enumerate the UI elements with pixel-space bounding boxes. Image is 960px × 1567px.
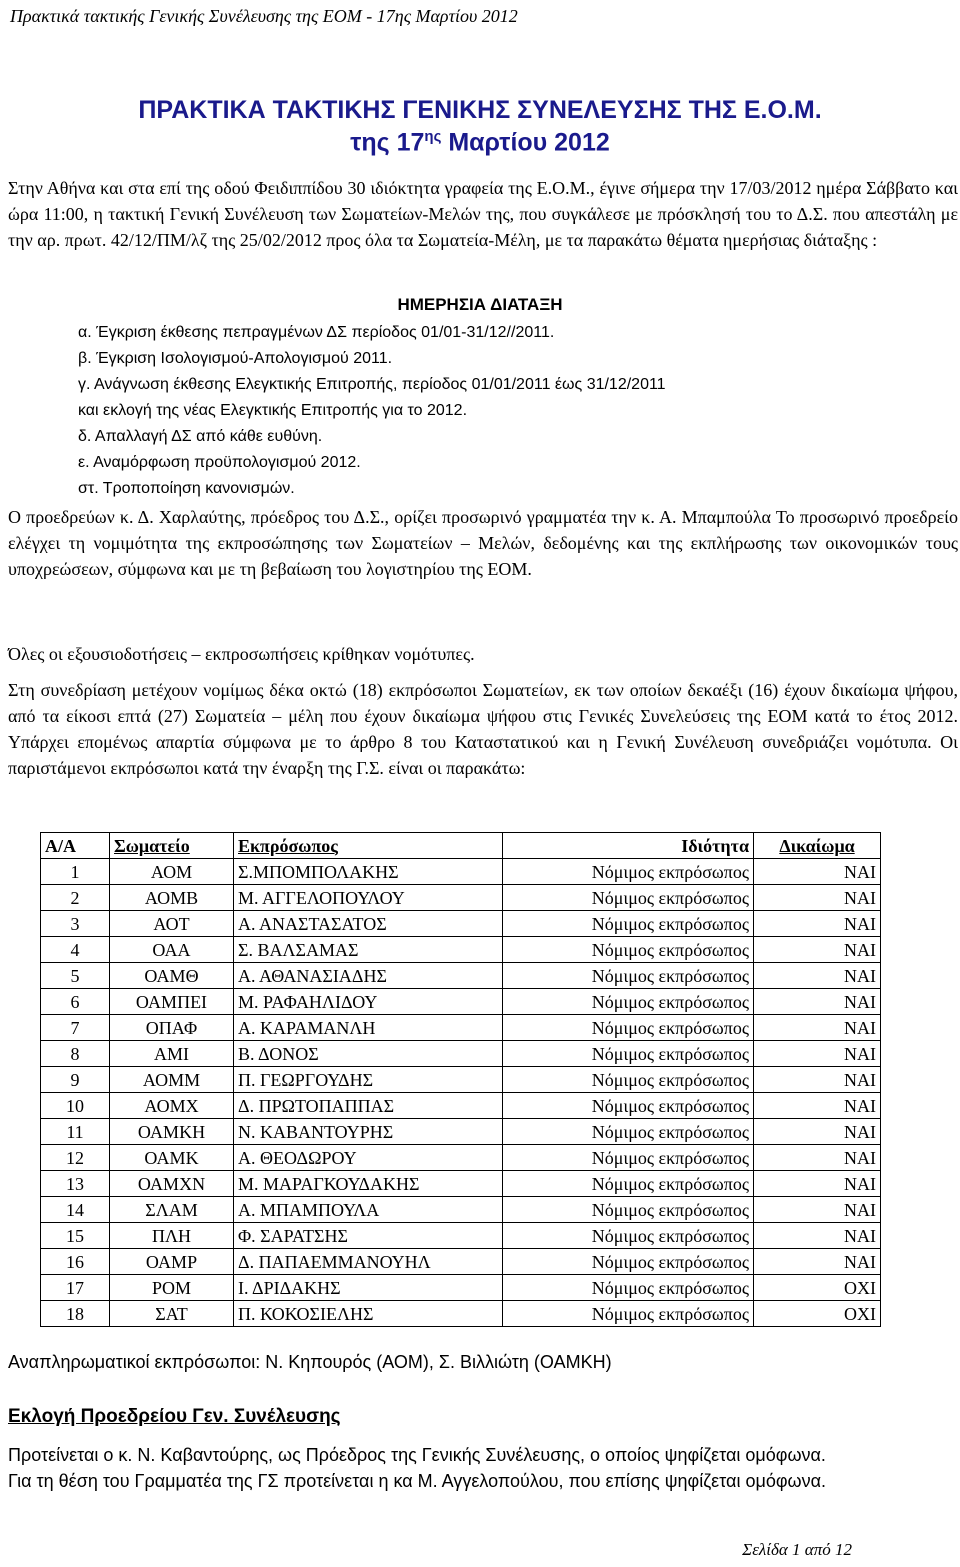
table-cell: Νόμιμος εκπρόσωπος [503, 1067, 754, 1093]
table-cell: Μ. ΡΑΦΑΗΛΙΔΟΥ [234, 989, 503, 1015]
table-cell: 5 [41, 963, 110, 989]
table-row [41, 885, 881, 911]
table-cell: Α. ΑΘΑΝΑΣΙΑΔΗΣ [234, 963, 503, 989]
table-cell: 4 [41, 937, 110, 963]
table-cell: ΑΟΤ [110, 911, 234, 937]
table-cell: ΣΑΤ [110, 1301, 234, 1327]
title-date-month: Μαρτίου 2012 [441, 128, 610, 157]
page-header: Πρακτικά τακτικής Γενικής Συνέλευσης της ΕΟΜ - 17ης Μαρτίου 2012 [10, 6, 518, 26]
table-cell: ΟΧΙ [754, 1301, 881, 1327]
table-cell: Α. ΜΠΑΜΠΟΥΛΑ [234, 1197, 503, 1223]
table-cell: Νόμιμος εκπρόσωπος [503, 885, 754, 911]
table-cell: ΑΟΜ [110, 859, 234, 885]
table-cell: Β. ΔΟΝΟΣ [234, 1041, 503, 1067]
table-cell: 13 [41, 1171, 110, 1197]
table-cell: ΟΑΜΡ [110, 1249, 234, 1275]
table-cell: 14 [41, 1197, 110, 1223]
table-cell: Α. ΑΝΑΣΤΑΣΑΤΟΣ [234, 911, 503, 937]
table-cell: 9 [41, 1067, 110, 1093]
authorizations-paragraph: Όλες οι εξουσιοδοτήσεις – εκπροσωπήσεις κρίθηκαν νομότυπες. [8, 644, 475, 664]
column-header: Ιδιότητα [503, 833, 754, 859]
table-cell: 7 [41, 1015, 110, 1041]
table-body [41, 859, 881, 1327]
table-cell: 17 [41, 1275, 110, 1301]
column-header: Δικαίωμα [754, 833, 881, 859]
table-row [41, 1145, 881, 1171]
table-cell: ΝΑΙ [754, 1015, 881, 1041]
table-cell: Νόμιμος εκπρόσωπος [503, 1249, 754, 1275]
table-row [41, 1015, 881, 1041]
table-cell: ΑΟΜΧ [110, 1093, 234, 1119]
table-row [41, 1223, 881, 1249]
table-cell: ΟΑΜΚΗ [110, 1119, 234, 1145]
table-cell: Νόμιμος εκπρόσωπος [503, 1171, 754, 1197]
table-cell: Φ. ΣΑΡΑΤΣΗΣ [234, 1223, 503, 1249]
table-row [41, 1171, 881, 1197]
table-row [41, 1197, 881, 1223]
table-cell: ΟΑΜΠΕΙ [110, 989, 234, 1015]
table-row [41, 937, 881, 963]
table-cell: Νόμιμος εκπρόσωπος [503, 1093, 754, 1119]
table-cell: 11 [41, 1119, 110, 1145]
table-cell: 10 [41, 1093, 110, 1119]
table-cell: Νόμιμος εκπρόσωπος [503, 1015, 754, 1041]
table-cell: ΝΑΙ [754, 859, 881, 885]
table-cell: Νόμιμος εκπρόσωπος [503, 1145, 754, 1171]
table-cell: ΟΑΜΚ [110, 1145, 234, 1171]
table-cell: Μ. ΜΑΡΑΓΚΟΥΔΑΚΗΣ [234, 1171, 503, 1197]
table-cell: 16 [41, 1249, 110, 1275]
agenda-item: α. Έγκριση έκθεσης πεπραγμένων ΔΣ περίοδος 01/01-31/12//2011. [78, 324, 555, 341]
table-cell: Νόμιμος εκπρόσωπος [503, 859, 754, 885]
table-cell: ΝΑΙ [754, 1093, 881, 1119]
table-cell: 8 [41, 1041, 110, 1067]
table-cell: 6 [41, 989, 110, 1015]
table-cell: Νόμιμος εκπρόσωπος [503, 1275, 754, 1301]
table-cell: ΟΑΑ [110, 937, 234, 963]
table-cell: 3 [41, 911, 110, 937]
table-row [41, 1301, 881, 1327]
table-row [41, 1249, 881, 1275]
agenda-item: γ. Ανάγνωση έκθεσης Ελεγκτικής Επιτροπής, περίοδος 01/01/2011 έως 31/12/2011 [78, 376, 666, 393]
attendance-paragraph: Στη συνεδρίαση μετέχουν νομίμως δέκα οκτώ (18) εκπρόσωποι Σωματείων, εκ των οποίων δεκαέξι (16) έχουν δικαίωμα ψήφου, από τα είκοσι επτά (27) Σωματεία – μέλη που έχουν δικαίωμα ψήφου στις Γενικές Συνελεύσεις της ΕΟΜ κατά το έτος 2012. Υπάρχει επομένως απαρτία σύμφωνα με το άρθρο 8 του Καταστατικού και η Γενική Συνέλευση συνεδριάζει νομότυπα. Οι παριστάμενοι εκπρόσωποι κατά την έναρξη της Γ.Σ. είναι οι παρακάτω: [8, 680, 958, 778]
agenda-item: β. Έγκριση Ισολογισμού-Απολογισμού 2011. [78, 350, 393, 367]
table-cell: Δ. ΠΡΩΤΟΠΑΠΠΑΣ [234, 1093, 503, 1119]
column-header: Εκπρόσωπος [234, 833, 503, 859]
table-cell: Νόμιμος εκπρόσωπος [503, 963, 754, 989]
agenda-item: στ. Τροποποίηση κανονισμών. [78, 480, 295, 497]
section-heading: Εκλογή Προεδρείου Γεν. Συνέλευσης [8, 1406, 341, 1427]
table-cell: ΟΠΑΦ [110, 1015, 234, 1041]
page-footer: Σελίδα 1 από 12 [742, 1540, 852, 1559]
table-cell: ΝΑΙ [754, 911, 881, 937]
agenda-item: ε. Αναμόρφωση προϋπολογισμού 2012. [78, 454, 361, 471]
document-subtitle [0, 128, 960, 157]
table-cell: ΣΛΑΜ [110, 1197, 234, 1223]
table-cell: Νόμιμος εκπρόσωπος [503, 1301, 754, 1327]
table-cell: Σ.ΜΠΟΜΠΟΛΑΚΗΣ [234, 859, 503, 885]
table-cell: Σ. ΒΑΛΣΑΜΑΣ [234, 937, 503, 963]
substitutes-line: Αναπληρωματικοί εκπρόσωποι: Ν. Κηπουρός (ΑΟΜ), Σ. Βιλλιώτη (ΟΑΜΚΗ) [8, 1352, 612, 1372]
table-cell: ΝΑΙ [754, 1041, 881, 1067]
agenda-item: και εκλογή της νέας Ελεγκτικής Επιτροπής για το 2012. [78, 402, 468, 419]
table-cell: Νόμιμος εκπρόσωπος [503, 1041, 754, 1067]
table-cell: ΝΑΙ [754, 1249, 881, 1275]
table-cell: ΟΧΙ [754, 1275, 881, 1301]
table-row [41, 1093, 881, 1119]
table-cell: ΝΑΙ [754, 1197, 881, 1223]
table-cell: Ι. ΔΡΙΔΑΚΗΣ [234, 1275, 503, 1301]
table-cell: Δ. ΠΑΠΑΕΜΜΑΝΟΥΗΛ [234, 1249, 503, 1275]
table-cell: Α. ΘΕΟΔΩΡΟΥ [234, 1145, 503, 1171]
table-cell: Π. ΚΟΚΟΣΙΕΛΗΣ [234, 1301, 503, 1327]
table-cell: ΡΟΜ [110, 1275, 234, 1301]
column-header: Α/Α [41, 833, 110, 859]
agenda-item: δ. Απαλλαγή ΔΣ από κάθε ευθύνη. [78, 428, 323, 445]
agenda-list [78, 320, 948, 502]
table-cell: ΟΑΜΘ [110, 963, 234, 989]
table-cell: 1 [41, 859, 110, 885]
table-cell: ΝΑΙ [754, 1171, 881, 1197]
table-cell: Νόμιμος εκπρόσωπος [503, 937, 754, 963]
table-cell: ΝΑΙ [754, 937, 881, 963]
table-row [41, 1041, 881, 1067]
table-row [41, 1119, 881, 1145]
table-cell: ΝΑΙ [754, 885, 881, 911]
table-cell: Α. ΚΑΡΑΜΑΝΛΗ [234, 1015, 503, 1041]
table-cell: ΑΜΙ [110, 1041, 234, 1067]
closing-line: Για τη θέση του Γραμματέα της ΓΣ προτείνεται η κα Μ. Αγγελοπούλου, που επίσης ψηφίζεται ομόφωνα. [8, 1471, 826, 1491]
table-cell: Π. ΓΕΩΡΓΟΥΔΗΣ [234, 1067, 503, 1093]
table-row [41, 989, 881, 1015]
table-cell: Νόμιμος εκπρόσωπος [503, 1197, 754, 1223]
table-cell: ΝΑΙ [754, 963, 881, 989]
table-cell: Νόμιμος εκπρόσωπος [503, 989, 754, 1015]
table-cell: ΝΑΙ [754, 1119, 881, 1145]
column-header: Σωματείο [110, 833, 234, 859]
intro-paragraph: Στην Αθήνα και στα επί της οδού Φειδιππίδου 30 ιδιόκτητα γραφεία της Ε.Ο.Μ., έγινε σήμερα την 17/03/2012 ημέρα Σάββατο και ώρα 11:00, η τακτική Γενική Συνέλευση των Σωματείων-Μελών της, που συγκάλεσε με πρόσκλησή του το Δ.Σ. που απεστάλη με την αρ. πρωτ. 42/12/ΠΜ/λζ της 25/02/2012 προς όλα τα Σωματεία-Μέλη, με τα παρακάτω θέματα ημερήσιας διάταξης : [8, 178, 958, 250]
table-cell: 15 [41, 1223, 110, 1249]
table-cell: ΝΑΙ [754, 989, 881, 1015]
table-row [41, 1275, 881, 1301]
representatives-table [40, 832, 881, 1327]
presiding-paragraph: Ο προεδρεύων κ. Δ. Χαρλαύτης, πρόεδρος του Δ.Σ., ορίζει προσωρινό γραμματέα την κ. Α. Μπαμπούλα Το προσωρινό προεδρείο ελέγχει τη νομιμότητα της εκπροσώπησης των Σωματείων – Μελών, δεδομένης και της εκπλήρωσης των οικονομικών τους υποχρεώσεων, σύμφωνα και με τη βεβαίωση του λογιστηρίου της ΕΟΜ. [8, 507, 958, 579]
table-cell: 18 [41, 1301, 110, 1327]
table-cell: ΝΑΙ [754, 1145, 881, 1171]
closing-line: Προτείνεται ο κ. Ν. Καβαντούρης, ως Πρόεδρος της Γενικής Συνέλευσης, ο οποίος ψηφίζεται ομόφωνα. [8, 1445, 826, 1465]
table-cell: ΠΛΗ [110, 1223, 234, 1249]
table-row [41, 1067, 881, 1093]
table-cell: Ν. ΚΑΒΑΝΤΟΥΡΗΣ [234, 1119, 503, 1145]
table-cell: ΝΑΙ [754, 1067, 881, 1093]
table-cell: Νόμιμος εκπρόσωπος [503, 1119, 754, 1145]
table-row [41, 859, 881, 885]
table-cell: Νόμιμος εκπρόσωπος [503, 1223, 754, 1249]
table-cell: Μ. ΑΓΓΕΛΟΠΟΥΛΟΥ [234, 885, 503, 911]
table-cell: ΑΟΜΒ [110, 885, 234, 911]
agenda-heading: ΗΜΕΡΗΣΙΑ ΔΙΑΤΑΞΗ [397, 295, 563, 314]
table-header-row [41, 833, 881, 859]
title-date-prefix: της 17 [350, 128, 425, 157]
table-cell: ΑΟΜΜ [110, 1067, 234, 1093]
table-cell: 12 [41, 1145, 110, 1171]
title-date-suffix: ης [424, 128, 442, 145]
table-row [41, 911, 881, 937]
table-cell: ΟΑΜΧΝ [110, 1171, 234, 1197]
table-cell: ΝΑΙ [754, 1223, 881, 1249]
table-cell: Νόμιμος εκπρόσωπος [503, 911, 754, 937]
document-title: ΠΡΑΚΤΙΚΑ ΤΑΚΤΙΚΗΣ ΓΕΝΙΚΗΣ ΣΥΝΕΛΕΥΣΗΣ ΤΗΣ Ε.Ο.Μ. [138, 96, 822, 124]
table-cell: 2 [41, 885, 110, 911]
closing-text [8, 1442, 826, 1494]
table-row [41, 963, 881, 989]
